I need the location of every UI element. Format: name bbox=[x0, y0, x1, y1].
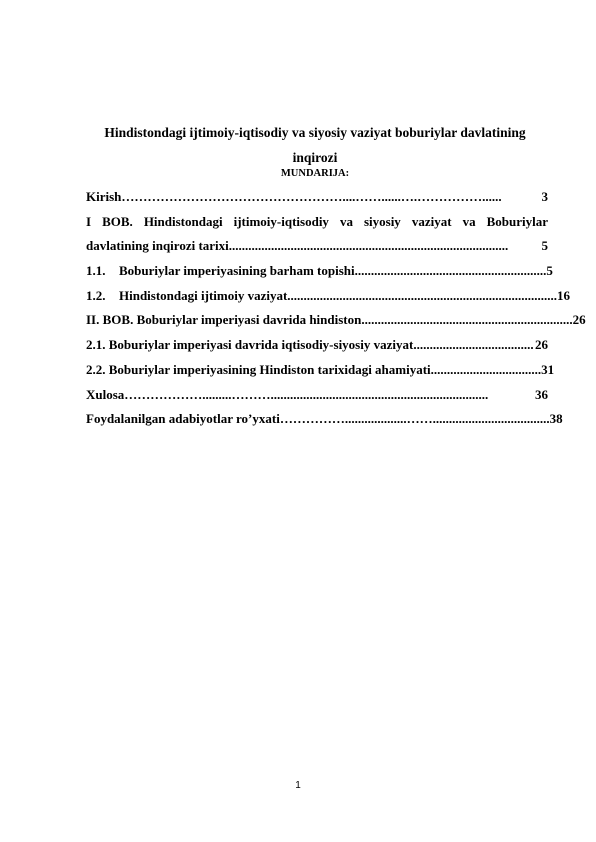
toc-word: va bbox=[462, 213, 476, 229]
toc-page-number: 38 bbox=[549, 411, 563, 427]
toc-page-number: 36 bbox=[535, 386, 548, 402]
toc-word: vaziyat bbox=[411, 213, 452, 229]
toc-page-number: 26 bbox=[535, 337, 548, 353]
toc-word: BOB. bbox=[102, 213, 133, 229]
toc-leader-dots: ................................................................. bbox=[361, 312, 573, 328]
toc-entry-title: 2.1. Boburiylar imperiyasi davrida iqtisodiy-siyosiy vaziyat bbox=[86, 337, 414, 353]
toc-word: ijtimoiy-iqtisodiy bbox=[233, 213, 329, 229]
toc-entry-bob2 bbox=[86, 312, 586, 337]
toc-leader-dots: .................................. bbox=[430, 361, 542, 377]
toc-heading: MUNDARIJA: bbox=[280, 168, 350, 179]
toc-leader-dots: ...................................................................................... bbox=[228, 238, 509, 254]
title-line-1: Hindistondagi ijtimoiy-iqtisodiy va siyosiy vaziyat boburiylar davlatining bbox=[104, 125, 526, 140]
toc-leader-dots: ……………...................…….................................... bbox=[279, 411, 550, 427]
toc-entry-title: Boburiylar imperiyasining barham topishi bbox=[119, 263, 355, 279]
toc-entry-title: Xulosa bbox=[86, 386, 125, 402]
page-number: 1 bbox=[295, 780, 301, 791]
toc-section-number: 1.2. bbox=[86, 287, 106, 303]
toc-page-number: 31 bbox=[541, 361, 555, 377]
toc-entry-kirish bbox=[86, 189, 548, 214]
toc-leader-dots: ……………….........………................................................................... bbox=[124, 386, 489, 402]
document-title bbox=[80, 120, 550, 170]
toc-page-number: 5 bbox=[541, 238, 548, 254]
toc-word: Boburiylar bbox=[486, 213, 548, 229]
toc-entry-title: Hindistondagi ijtimoiy vaziyat bbox=[119, 287, 288, 303]
toc-entry-title: II. BOB. Boburiylar imperiyasi davrida hindiston bbox=[86, 312, 362, 328]
toc-page-number: 16 bbox=[557, 287, 571, 303]
toc-entry-title-wrap bbox=[86, 288, 287, 304]
toc-entry-title: davlatining inqirozi tarixi bbox=[86, 238, 229, 254]
toc-entry-xulosa bbox=[86, 387, 548, 412]
toc-word: va bbox=[339, 213, 353, 229]
toc-entry-2-1 bbox=[86, 337, 548, 362]
toc-page-number: 26 bbox=[572, 312, 586, 328]
toc-page-number: 3 bbox=[541, 189, 548, 204]
toc-word: siyosiy bbox=[363, 213, 401, 229]
toc-entry-title-wrap bbox=[86, 263, 355, 279]
toc-leader-dots: ........................................................... bbox=[354, 263, 547, 279]
toc-entry-title: Kirish bbox=[86, 189, 122, 204]
toc-entry-bob1-line1 bbox=[86, 214, 548, 239]
toc-entry-bob1-line2 bbox=[86, 238, 548, 263]
toc-entry-title: 2.2. Boburiylar imperiyasining Hindiston tarixidagi ahamiyati bbox=[86, 361, 431, 377]
toc-entry-1-1 bbox=[86, 263, 553, 288]
toc-leader-dots: ……………………………………………....……......….……………...... bbox=[121, 189, 502, 204]
toc-entry-foydalanilgan bbox=[86, 411, 563, 436]
toc-entry-2-2 bbox=[86, 361, 555, 387]
toc-word: Hindistondagi bbox=[143, 213, 223, 229]
toc-leader-dots: ..................................... bbox=[413, 337, 534, 353]
toc-entry-1-2 bbox=[86, 287, 571, 313]
toc-entry-title: Foydalanilgan adabiyotlar ro’yxati bbox=[86, 411, 280, 427]
title-line-2: inqirozi bbox=[292, 150, 338, 165]
table-of-contents bbox=[86, 189, 586, 436]
toc-page-number: 5 bbox=[546, 263, 553, 279]
toc-section-number: 1.1. bbox=[86, 263, 106, 279]
toc-leader-dots: ................................................................................... bbox=[287, 287, 558, 303]
toc-word: I bbox=[86, 213, 92, 229]
